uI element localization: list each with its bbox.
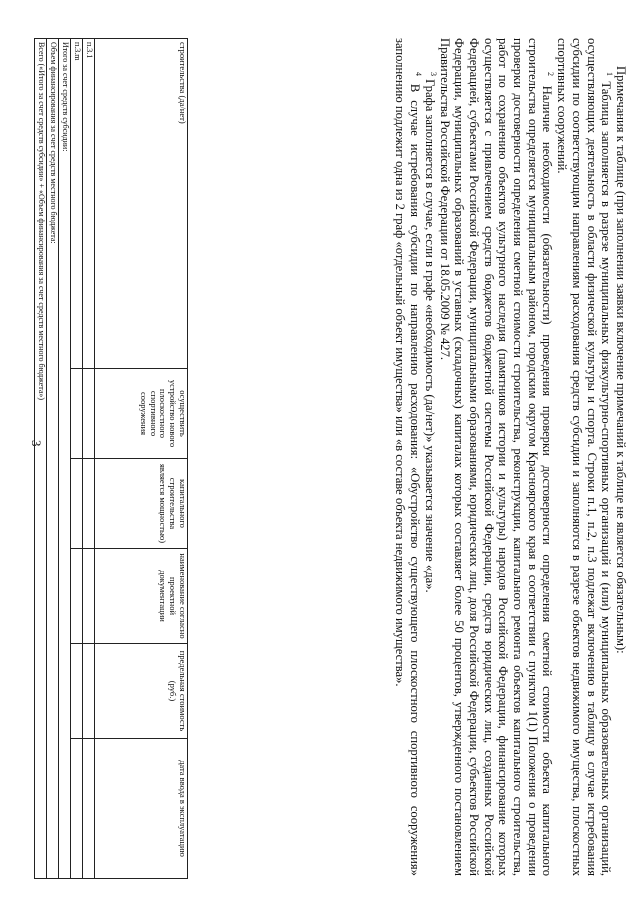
table-header-cell: дата ввода в эксплуатацию [95, 739, 188, 879]
footnote-mark: 1 [605, 72, 615, 76]
table-total-row: Всего («Итого за счет средств субсидии» + «Объем финансирования за счет средств местного бюджета») [35, 39, 47, 879]
table-row-label: п.3.m [71, 39, 83, 369]
table-header-cell: предельная стоимость (руб.) [95, 644, 188, 739]
note-4 [393, 38, 422, 876]
table-header-cell: осуществить устройство нового плоскостного спортивного сооружения [95, 369, 188, 459]
footnote-mark: 4 [414, 72, 424, 76]
page-number: 3 [29, 440, 44, 447]
table-header-cell: наименование согласно проектной документации [95, 549, 188, 644]
table-total-row: Итого за счет средств субсидии: [59, 39, 71, 879]
table-row-label: п.3.1 [83, 39, 95, 369]
footnote-mark: 2 [546, 72, 556, 76]
note-3 [422, 38, 437, 876]
note-text: Графа заполняется в случае, если в графе «необходимость (да/нет)» указывается значение «да». [422, 79, 437, 593]
table-notes [393, 38, 628, 876]
note-text: Наличие необходимости (обязательности) проведения проверки достоверности определения сметной стоимости объекта капитального строительства определяется муниципальным районом, городским округом Красноярского края в соответствии с пунктом 1(1) Положения о проведении проверки достоверности определения сметной стоимости строительства, реконструкции, капитального ремонта объектов капитального строительства, работ по сохранению объектов культурного наследия (памятников истории и культуры) народов Российской Федерации, финансирование которых осуществляется с привлечением средств бюджетов бюджетной системы Российской Федерации, средств юридических лиц, созданных Российской Федерацией, субъектами Российской Федерации, муниципальными образованиями, юридических лиц, доля Российской Федерации, субъектов Российской Федерации, муниципальных образований в уставных (складочных) капиталах которых составляет более 50 процентов, утвержденного постановлением Правительства Российской Федерации от 18.05.2009 № 427. [437, 38, 555, 876]
table-header-cell: капитального строительства является мощностью) [95, 459, 188, 549]
note-text: Таблица заполняется в разрезе муниципальных физкультурно-спортивных организаций и (или) муниципальных образовательных организаций, осуществляющих деятельность в области физической культуры и спорта. Строки п.1, п.2, п.3 подлежат включению в таблицу в случае истребования субсидии по соответствующим направлениям расходования средств субсидии и заполняются в разрезе объектов недвижимого имущества, плоскостных спортивных сооружений. [555, 38, 614, 876]
note-text: В случае истребования субсидии по направлению расходования: «Обустройство существующего плоскостного спортивного сооружения» заполнению подлежит одна из 2 граф «отдельный объект имущества» или «в составе объекта недвижимого имущества». [393, 38, 423, 876]
note-2 [437, 38, 555, 876]
subsidy-table [38, 38, 188, 878]
footnote-mark: 3 [429, 72, 439, 76]
table-total-row: Объем финансирования за счет средств местного бюджета: [47, 39, 59, 879]
note-1 [554, 38, 613, 876]
table-header-cell: строительства (да/нет) [95, 39, 188, 369]
notes-title: Примечания к таблице (при заполнении заявки включение примечаний к таблице не является обязательным): [614, 66, 628, 654]
